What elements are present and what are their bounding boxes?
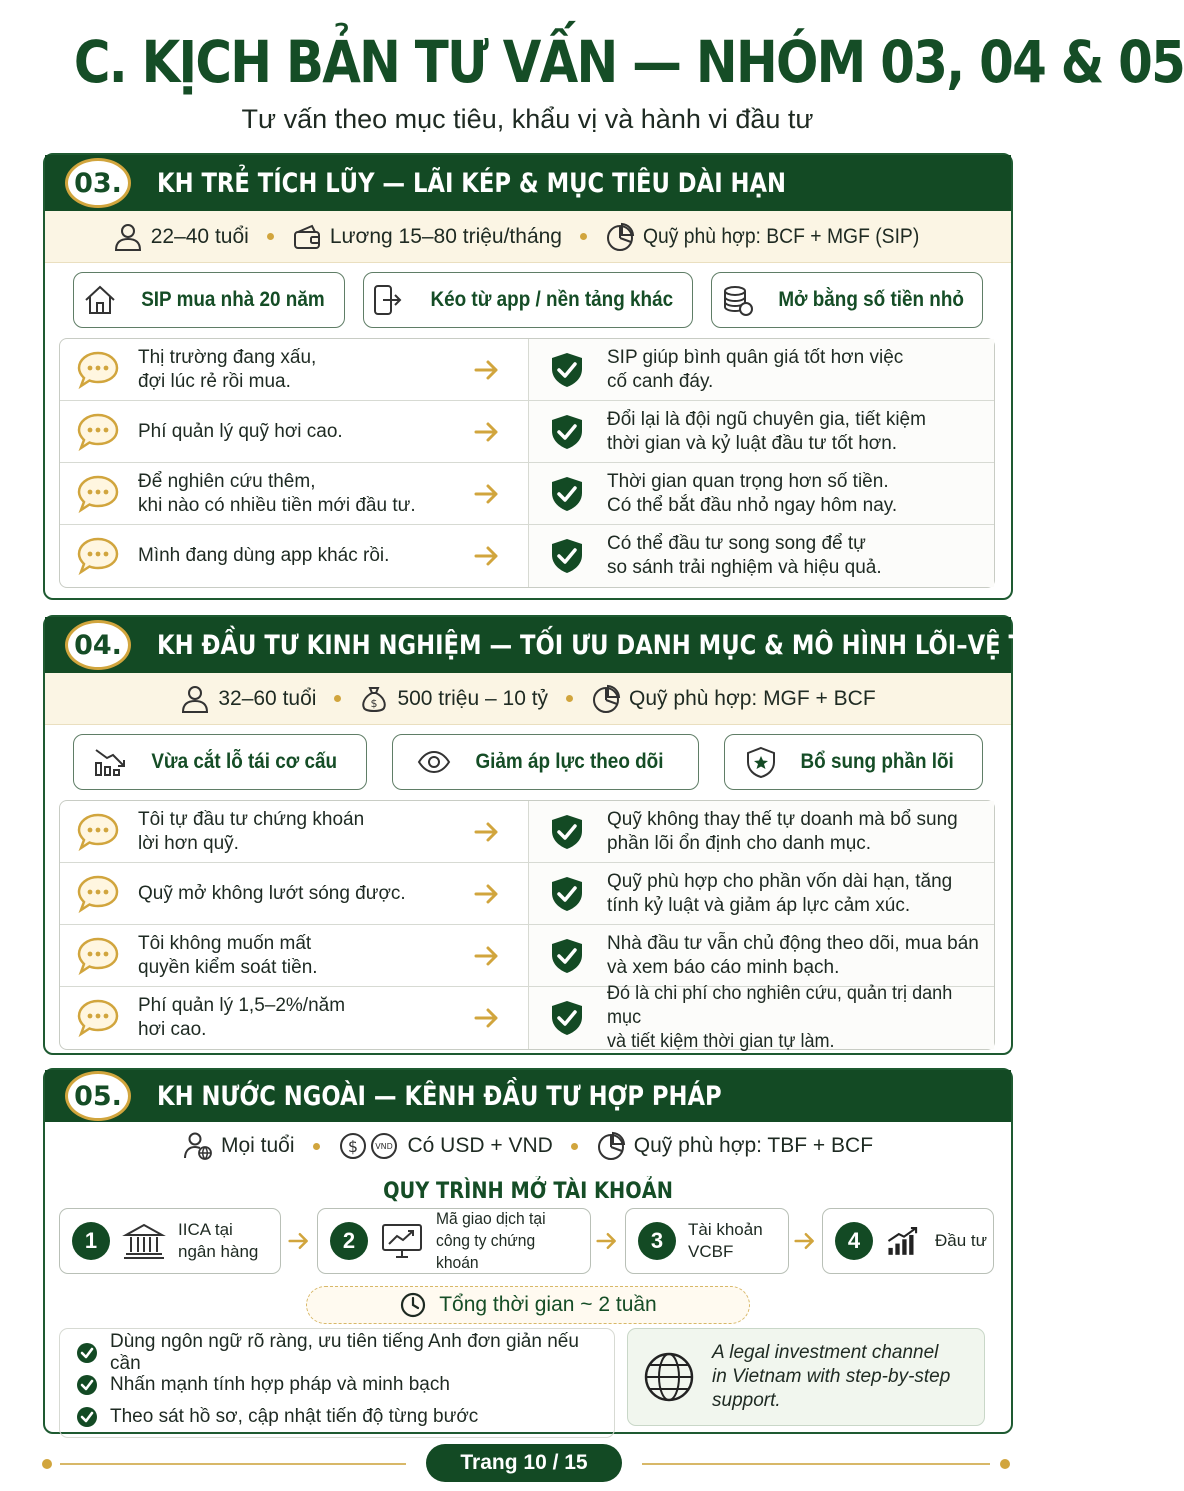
shield-check-icon	[549, 937, 585, 975]
coins-icon	[720, 283, 754, 317]
separator-dot	[571, 1143, 578, 1150]
money-bag-icon	[359, 684, 389, 714]
speech-bubble-icon	[76, 998, 120, 1038]
age-info: 32–60 tuổi	[180, 684, 316, 714]
chip-sip-house: SIP mua nhà 20 năm	[73, 272, 345, 328]
table-row	[60, 863, 994, 925]
arrow-right-icon	[474, 1007, 500, 1029]
shield-check-icon	[549, 413, 585, 451]
answer-text: Quỹ không thay thế tự doanh mà bổ sung phần lõi ổn định cho danh mục.	[607, 808, 958, 854]
process-step-3	[625, 1208, 789, 1274]
step-number: 1	[72, 1222, 110, 1260]
speech-bubble-icon	[76, 412, 120, 452]
speech-bubble-icon	[76, 350, 120, 390]
list-item: Theo sát hồ sơ, cập nhật tiến độ từng bước	[76, 1401, 614, 1433]
step-label: Tài khoản VCBF	[688, 1220, 763, 1261]
separator-dot	[566, 695, 573, 702]
step-label: IICA tại ngân hàng	[178, 1220, 259, 1261]
page-subtitle: Tư vấn theo mục tiêu, khẩu vị và hành vi đầu tư	[241, 104, 814, 134]
shield-check-icon	[549, 813, 585, 851]
section-number-badge: 04.	[65, 620, 131, 670]
objection-table	[59, 800, 995, 1050]
shield-check-icon	[549, 875, 585, 913]
arrow-right-icon	[474, 883, 500, 905]
wallet-icon	[292, 222, 322, 252]
separator-dot	[313, 1143, 320, 1150]
chip-reduce-pressure: Giảm áp lực theo dõi	[392, 734, 699, 790]
speech-bubble-icon	[76, 874, 120, 914]
section-05	[43, 1068, 1013, 1434]
table-row	[60, 339, 994, 401]
process-title: QUY TRÌNH MỞ TÀI KHOẢN	[383, 1179, 673, 1204]
footer-dot	[42, 1459, 52, 1469]
section-04	[43, 615, 1071, 1055]
clock-icon	[399, 1291, 427, 1319]
objection-text: Tôi không muốn mất quyền kiểm soát tiền.	[138, 932, 318, 978]
answer-text: Có thể đầu tư song song để tự so sánh trải nghiệm và hiệu quả.	[607, 533, 882, 578]
vnd-mark: VND	[374, 1142, 393, 1151]
section-header	[45, 1070, 1011, 1122]
answer-text: Nhà đầu tư vẫn chủ động theo dõi, mua bán và xem báo cáo minh bạch.	[607, 932, 979, 978]
monitor-chart-icon	[380, 1221, 424, 1261]
footer-line	[60, 1463, 406, 1465]
page-footer	[0, 1444, 1055, 1484]
speech-bubble-icon	[76, 536, 120, 576]
shield-star-icon	[744, 745, 778, 779]
section-title: KH ĐẦU TƯ KINH NGHIỆM — TỐI ƯU DANH MỤC & MÔ HÌNH LÕI–VỆ TINH	[157, 630, 1071, 661]
section-number-badge: 03.	[65, 158, 131, 208]
answer-text: Đổi lại là đội ngũ chuyên gia, tiết kiệm thời gian và kỷ luật đầu tư tốt hơn.	[607, 408, 926, 454]
arrow-right-icon	[474, 821, 500, 843]
advice-notes	[59, 1328, 615, 1438]
arrow-right-icon	[474, 359, 500, 381]
chip-transfer-app: Kéo từ app / nền tảng khác	[363, 272, 693, 328]
section-title: KH TRẺ TÍCH LŨY — LÃI KÉP & MỤC TIÊU DÀI HẠN	[157, 168, 787, 199]
table-row	[60, 525, 994, 587]
shield-check-icon	[549, 475, 585, 513]
shield-check-icon	[549, 999, 585, 1037]
section-header	[45, 617, 1071, 673]
table-row	[60, 463, 994, 525]
capital-info: $ 500 triệu – 10 tỷ	[359, 684, 548, 714]
separator-dot	[267, 233, 274, 240]
page-number: Trang 10 / 15	[426, 1444, 622, 1482]
answer-text: Quỹ phù hợp cho phần vốn dài hạn, tăng tính kỷ luật và giảm áp lực cảm xúc.	[607, 870, 953, 916]
answer-text: Đó là chi phí cho nghiên cứu, quản trị danh mục và tiết kiệm thời gian tự làm.	[607, 983, 953, 1052]
section-number-badge: 05.	[65, 1071, 131, 1121]
chip-cut-loss: Vừa cắt lỗ tái cơ cấu	[73, 734, 367, 790]
arrow-right-icon	[474, 421, 500, 443]
objection-text: Quỹ mở không lướt sóng được.	[138, 882, 406, 904]
objection-text: Để nghiên cứu thêm, khi nào có nhiều tiền mới đầu tư.	[138, 470, 416, 516]
shield-check-icon	[549, 537, 585, 575]
person-icon	[180, 684, 210, 714]
house-icon	[83, 283, 117, 317]
situation-chips	[45, 272, 1011, 328]
objection-text: Phí quản lý 1,5–2%/năm hơi cao.	[138, 995, 346, 1040]
step-number: 3	[638, 1222, 676, 1260]
step-number: 4	[835, 1222, 873, 1260]
objection-text: Tôi tự đầu tư chứng khoán lời hơn quỹ.	[138, 808, 365, 854]
chip-core-supplement: Bổ sung phần lõi	[724, 734, 983, 790]
table-row	[60, 401, 994, 463]
income-info: Lương 15–80 triệu/tháng	[292, 222, 562, 252]
objection-text: Mình đang dùng app khác rồi.	[138, 545, 390, 566]
age-info: Mọi tuổi	[183, 1131, 295, 1161]
footer-dot	[1000, 1459, 1010, 1469]
growth-icon	[885, 1221, 923, 1261]
section-header	[45, 155, 1011, 211]
check-circle-icon	[76, 1406, 98, 1428]
account-process-steps	[45, 1208, 1011, 1278]
step-label: Đầu tư	[935, 1231, 988, 1250]
list-item: Dùng ngôn ngữ rõ ràng, ưu tiên tiếng Anh đơn giản nếu cần	[76, 1337, 614, 1369]
total-duration: Tổng thời gian ~ 2 tuần	[306, 1286, 750, 1324]
objection-text: Phí quản lý quỹ hơi cao.	[138, 420, 343, 442]
step-number: 2	[330, 1222, 368, 1260]
footer-line	[642, 1463, 990, 1465]
situation-chips	[45, 734, 1011, 790]
english-pitch-text: A legal investment channel in Vietnam with step-by-step support.	[712, 1342, 951, 1411]
answer-text: SIP giúp bình quân giá tốt hơn việc cố canh đáy.	[607, 346, 904, 392]
currency-info: $ VND Có USD + VND	[338, 1131, 553, 1161]
fund-info: Quỹ phù hợp: MGF + BCF	[591, 684, 876, 714]
speech-bubble-icon	[76, 936, 120, 976]
table-row	[60, 983, 994, 1052]
check-circle-icon	[76, 1374, 98, 1396]
objection-text: Thị trường đang xấu, đợi lúc rẻ rồi mua.	[138, 346, 317, 392]
table-row	[60, 925, 994, 987]
pie-chart-icon	[596, 1131, 626, 1161]
person-globe-icon	[183, 1131, 213, 1161]
shield-check-icon	[549, 351, 585, 389]
chart-down-icon	[93, 745, 127, 779]
person-icon	[113, 222, 143, 252]
svg-text:$: $	[347, 1137, 358, 1156]
process-step-1	[59, 1208, 281, 1274]
objection-table	[59, 338, 995, 588]
speech-bubble-icon	[76, 474, 120, 514]
fund-info: Quỹ phù hợp: BCF + MGF (SIP)	[605, 222, 943, 252]
profile-info-row	[45, 1122, 1011, 1170]
section-title: KH NƯỚC NGOÀI — KÊNH ĐẦU TƯ HỢP PHÁP	[157, 1081, 722, 1112]
arrow-right-icon	[288, 1231, 310, 1251]
profile-info-row	[45, 211, 1011, 263]
pie-chart-icon	[605, 222, 635, 252]
profile-info-row	[45, 673, 1011, 725]
svg-text:$: $	[370, 696, 378, 710]
chip-small-amount: Mở bằng số tiền nhỏ	[711, 272, 983, 328]
table-row	[60, 801, 994, 863]
separator-dot	[334, 695, 341, 702]
list-item: Nhấn mạnh tính hợp pháp và minh bạch	[76, 1369, 614, 1401]
section-03	[43, 153, 1013, 600]
process-step-2	[317, 1208, 591, 1274]
arrow-right-icon	[596, 1231, 618, 1251]
step-label: Mã giao dịch tại công ty chứng khoán	[436, 1209, 546, 1272]
pie-chart-icon	[591, 684, 621, 714]
bank-icon	[122, 1221, 166, 1261]
phone-transfer-icon	[369, 283, 403, 317]
check-circle-icon	[76, 1342, 98, 1364]
english-pitch-box	[627, 1328, 985, 1426]
globe-icon	[642, 1350, 696, 1404]
separator-dot	[580, 233, 587, 240]
arrow-right-icon	[474, 945, 500, 967]
arrow-right-icon	[474, 483, 500, 505]
arrow-right-icon	[794, 1231, 816, 1251]
answer-text: Thời gian quan trọng hơn số tiền. Có thể bắt đầu nhỏ ngay hôm nay.	[607, 470, 898, 516]
process-step-4	[822, 1208, 994, 1274]
speech-bubble-icon	[76, 812, 120, 852]
arrow-right-icon	[474, 545, 500, 567]
page-title: C. KỊCH BẢN TƯ VẤN — NHÓM 03, 04 & 05	[73, 28, 1184, 96]
currency-icon	[338, 1131, 400, 1161]
fund-info: Quỹ phù hợp: TBF + BCF	[596, 1131, 873, 1161]
age-info: 22–40 tuổi	[113, 222, 249, 252]
eye-icon	[417, 745, 451, 779]
